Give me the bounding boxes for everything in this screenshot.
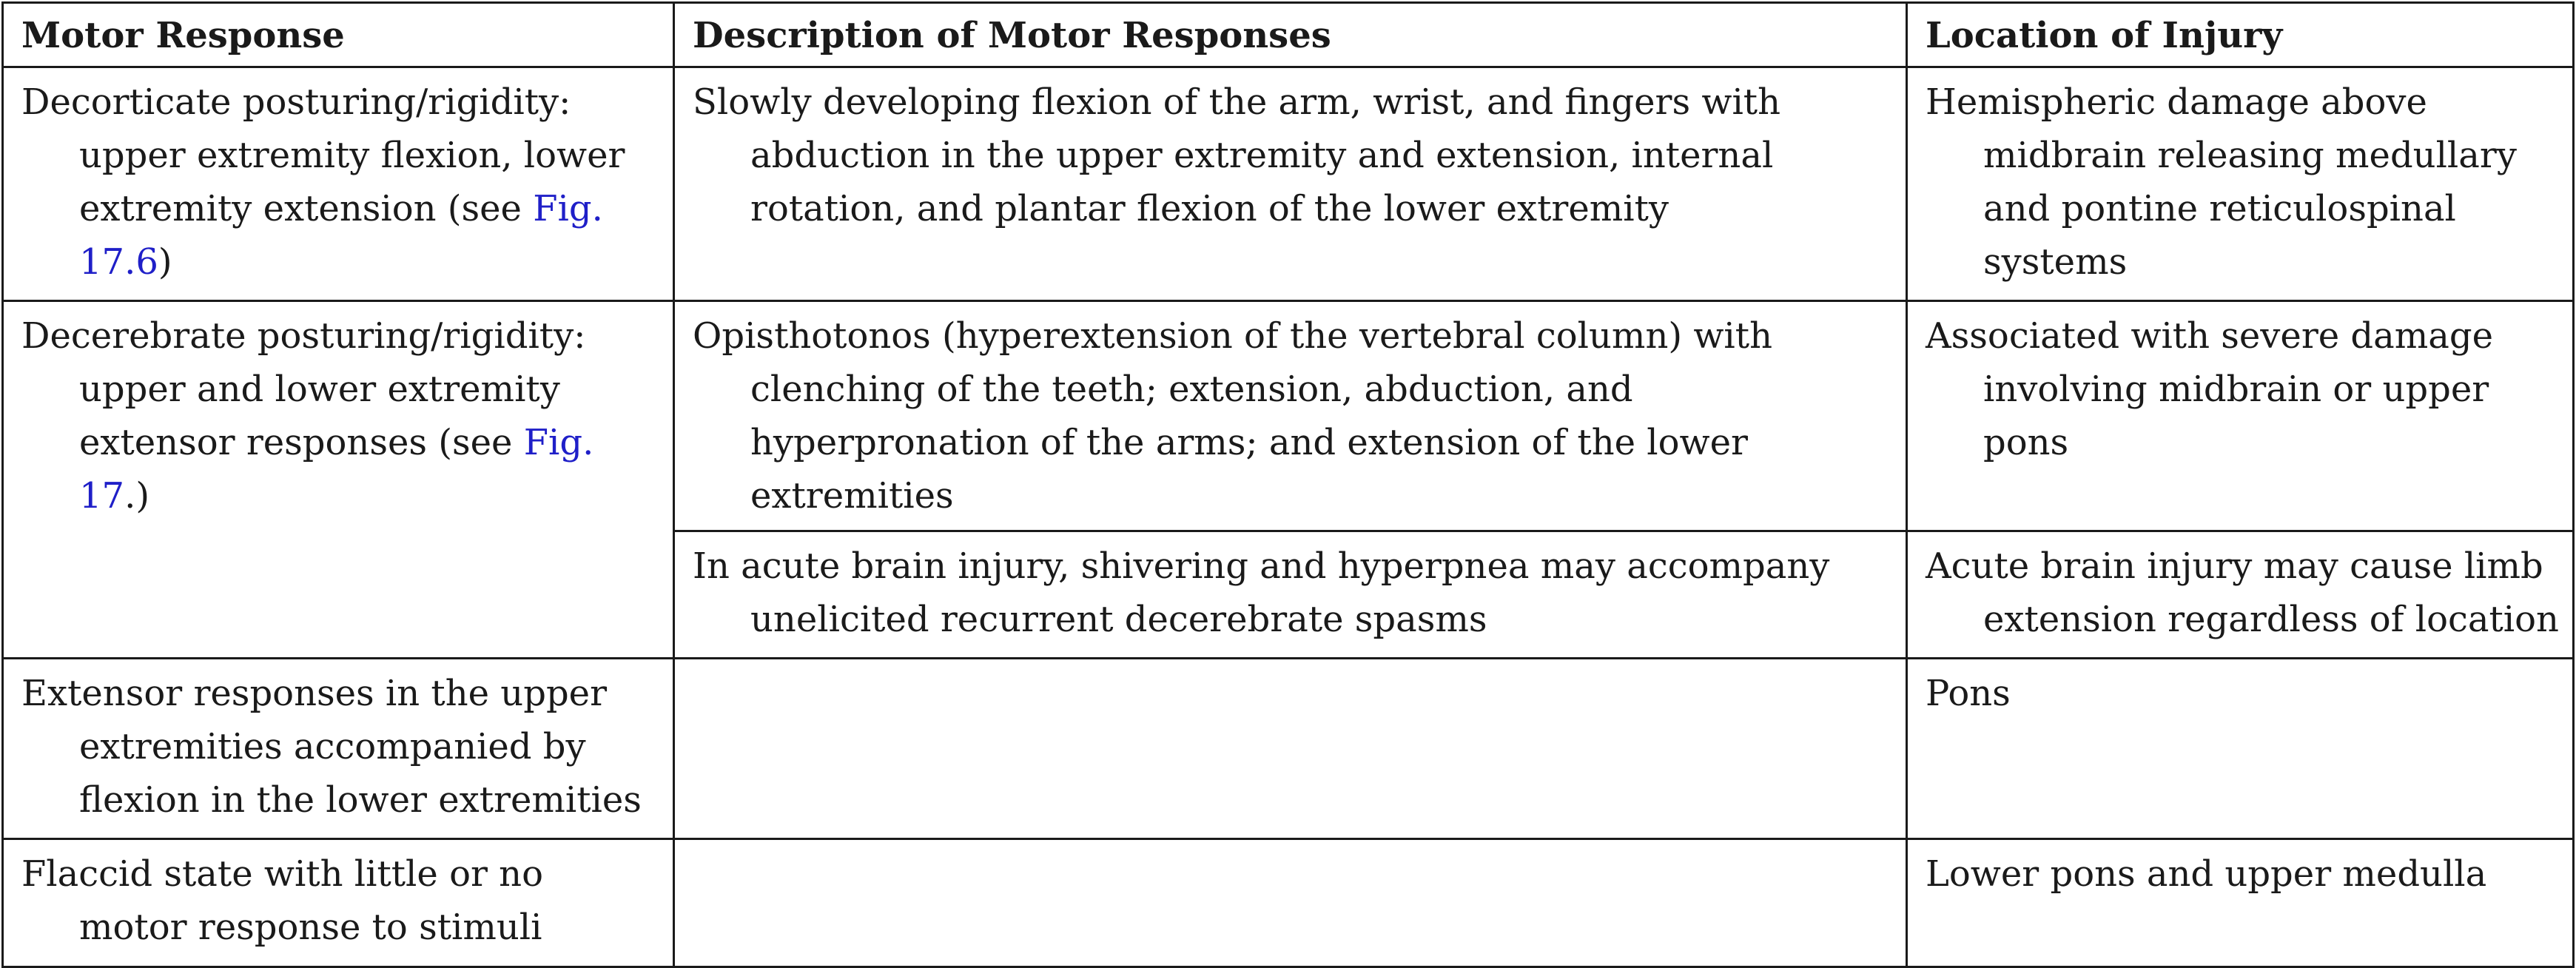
location-text: Pons bbox=[1926, 673, 2011, 714]
motor-response-suffix: .) bbox=[124, 475, 150, 517]
motor-response-text bbox=[21, 75, 661, 289]
location-text: Lower pons and upper medulla bbox=[1926, 853, 2487, 895]
cell-description bbox=[674, 531, 1907, 659]
cell-description bbox=[674, 659, 1907, 839]
cell-motor-response bbox=[3, 659, 674, 839]
cell-location-of-injury bbox=[1907, 67, 2574, 301]
header-description: Description of Motor Responses bbox=[674, 3, 1907, 67]
cell-location-of-injury bbox=[1907, 301, 2574, 531]
table-header-row bbox=[3, 3, 2574, 67]
location-text: Hemispheric damage above midbrain releasing medullary and pontine reticulospinal systems bbox=[1926, 81, 2517, 283]
cell-motor-response bbox=[3, 67, 674, 301]
location-text: Acute brain injury may cause limb extension regardless of location bbox=[1926, 545, 2559, 640]
cell-motor-response bbox=[3, 301, 674, 659]
description-text: Opisthotonos (hyperextension of the vertebral column) with clenching of the teeth; extension, abduction, and hyperpronation of the arms; and extension of the lower extremities bbox=[693, 315, 1772, 517]
location-text: Associated with severe damage involving midbrain or upper pons bbox=[1926, 315, 2494, 463]
motor-response-table-container bbox=[1, 1, 2572, 948]
cell-description bbox=[674, 67, 1907, 301]
motor-response-text: Extensor responses in the upper extremities accompanied by flexion in the lower extremities bbox=[21, 673, 642, 821]
cell-motor-response bbox=[3, 839, 674, 967]
table-row-decerebrate bbox=[3, 301, 2574, 531]
figure-link-17-6[interactable]: Fig. 17.6 bbox=[79, 188, 603, 283]
motor-response-text: Flaccid state with little or no motor response to stimuli bbox=[21, 853, 543, 948]
motor-response-table bbox=[1, 1, 2575, 968]
cell-description bbox=[674, 839, 1907, 967]
table-row-decorticate bbox=[3, 67, 2574, 301]
description-text: In acute brain injury, shivering and hyperpnea may accompany unelicited recurrent decerebrate spasms bbox=[693, 545, 1830, 640]
motor-response-label: Decerebrate posturing/rigidity: upper and lower extremity extensor responses (see bbox=[21, 315, 586, 463]
description-text: Slowly developing flexion of the arm, wrist, and fingers with abduction in the upper extremity and extension, internal rotation, and plantar flexion of the lower extremity bbox=[693, 81, 1780, 229]
table-row-extensor-responses bbox=[3, 659, 2574, 839]
cell-description bbox=[674, 301, 1907, 531]
header-motor-response: Motor Response bbox=[3, 3, 674, 67]
motor-response-suffix: ) bbox=[158, 241, 172, 283]
header-location-of-injury: Location of Injury bbox=[1907, 3, 2574, 67]
cell-location-of-injury bbox=[1907, 839, 2574, 967]
cell-location-of-injury bbox=[1907, 531, 2574, 659]
figure-link-17[interactable]: Fig. 17 bbox=[79, 422, 594, 517]
motor-response-text bbox=[21, 309, 661, 522]
cell-location-of-injury bbox=[1907, 659, 2574, 839]
table-row-flaccid-state bbox=[3, 839, 2574, 967]
motor-response-label: Decorticate posturing/rigidity: upper extremity flexion, lower extremity extension (see bbox=[21, 81, 625, 229]
